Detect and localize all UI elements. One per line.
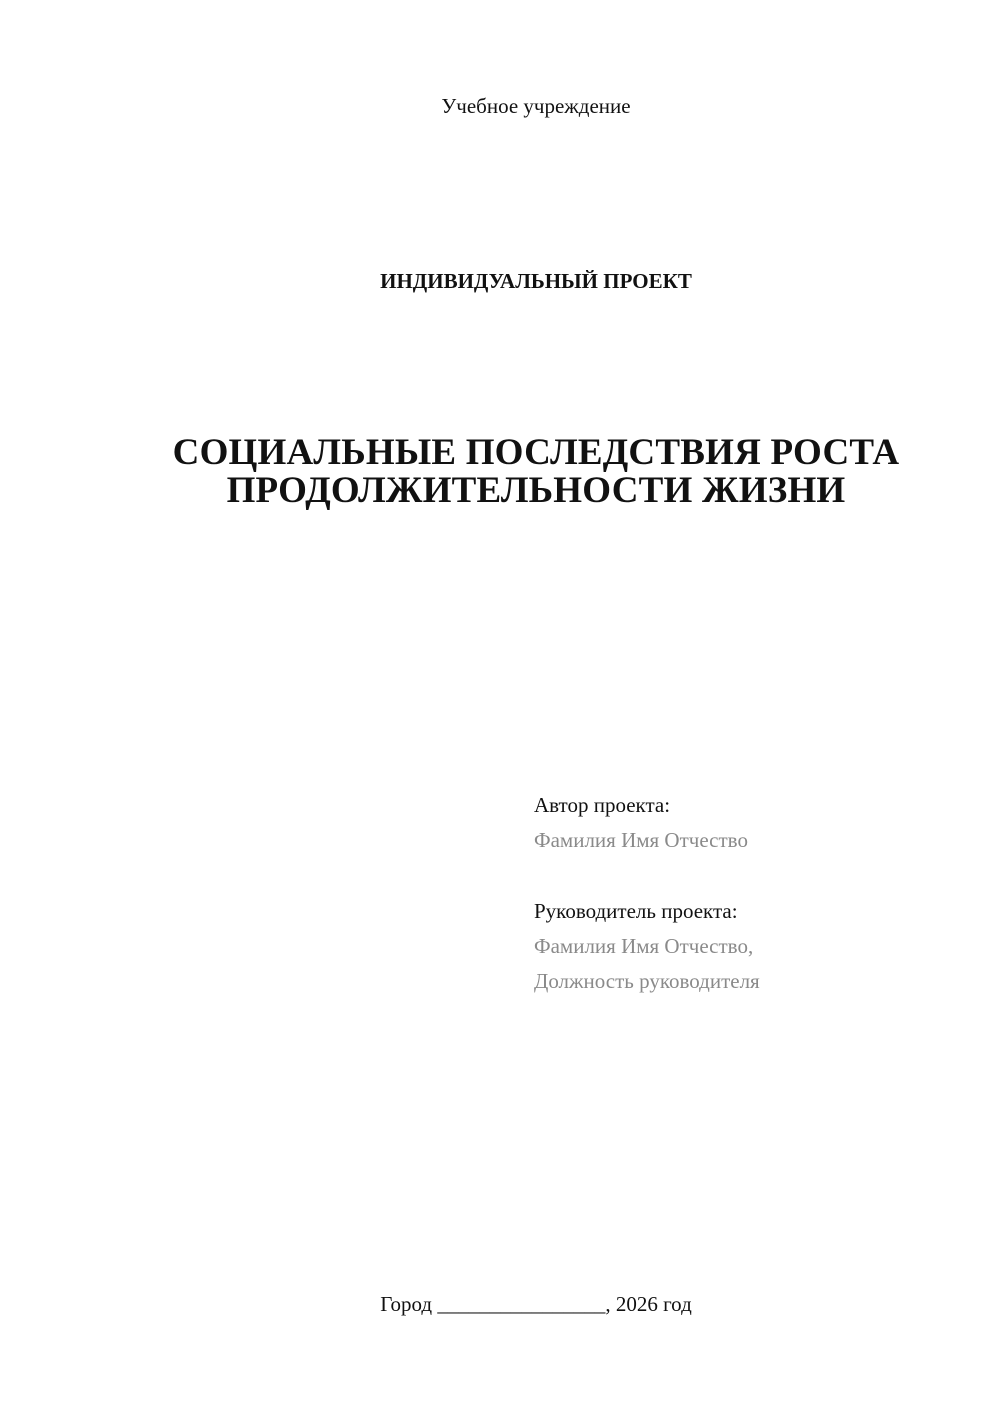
supervisor-label: Руководитель проекта: — [534, 899, 738, 923]
author-name-placeholder: Фамилия Имя Отчество — [534, 828, 748, 852]
project-type-heading: ИНДИВИДУАЛЬНЫЙ ПРОЕКТ — [380, 269, 692, 293]
credits-block — [534, 788, 974, 999]
project-title-line-1: СОЦИАЛЬНЫЕ ПОСЛЕДСТВИЯ РОСТА — [172, 432, 900, 473]
city-year-line: Город ________________, 2026 год — [380, 1292, 692, 1316]
project-title-line-2: ПРОДОЛЖИТЕЛЬНОСТИ ЖИЗНИ — [226, 470, 846, 511]
supervisor-name-placeholder: Фамилия Имя Отчество, — [534, 934, 754, 958]
credits-spacer — [534, 858, 974, 894]
institution-name: Учебное учреждение — [441, 94, 631, 118]
author-label: Автор проекта: — [534, 793, 671, 817]
supervisor-position-placeholder: Должность руководителя — [534, 969, 760, 993]
project-title — [0, 434, 1000, 510]
